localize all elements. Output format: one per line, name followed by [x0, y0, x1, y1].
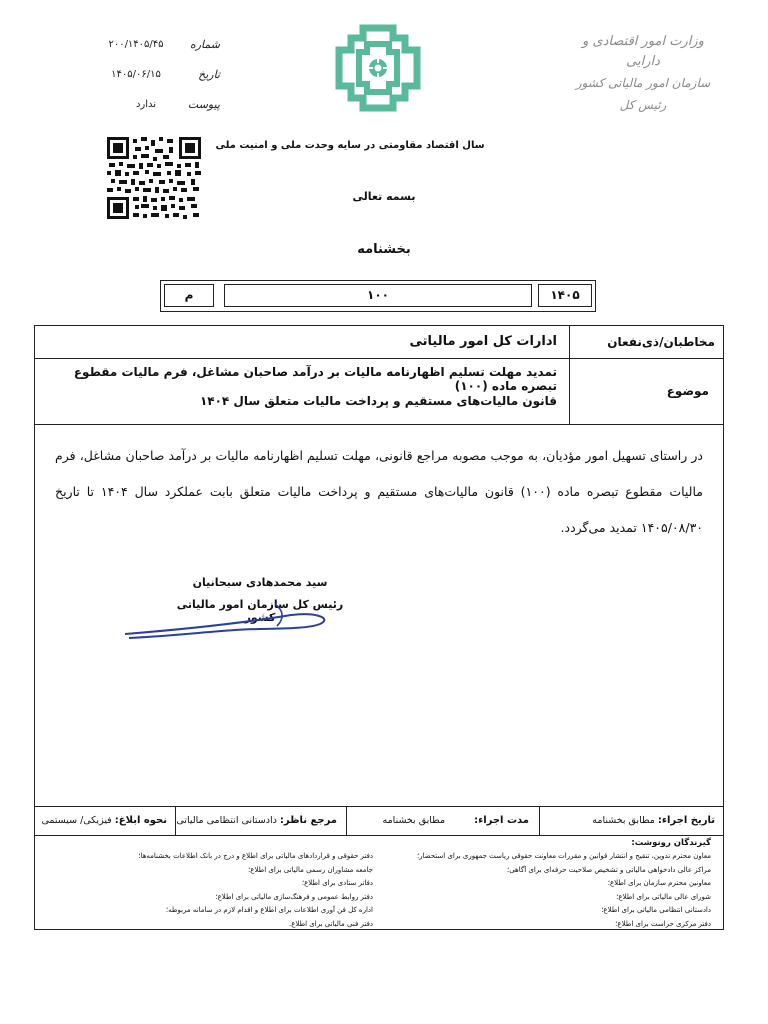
execution-period: [383, 808, 530, 834]
subject-label: موضوع: [666, 384, 709, 398]
footer-bottom-divider: [35, 835, 723, 836]
recipient-item: دفتر حقوقی و قراردادهای مالیاتی برای اطلاع و درج در بانک اطلاعات بخشنامه‌ها؛: [138, 852, 373, 860]
letter-attachment-label: پیوست: [187, 98, 220, 111]
letter-date-label: تاریخ: [198, 68, 220, 81]
letter-date: [100, 68, 220, 86]
row-divider: [35, 358, 723, 359]
supervisor-value: دادستانی انتظامی مالیاتی: [176, 815, 277, 826]
recipients-left-list: [73, 850, 373, 931]
addressees-value: ادارات کل امور مالیاتی: [409, 334, 557, 349]
recipient-item: دفاتر ستادی برای اطلاع؛: [301, 879, 373, 887]
notification-method: [41, 808, 167, 834]
supervisor-label: مرجع ناظر:: [279, 815, 337, 826]
ministry-header: [568, 32, 718, 116]
recipient-item: شورای عالی مالیاتی برای اطلاع؛: [616, 892, 711, 901]
recipient-item: دادستانی انتظامی مالیاتی برای اطلاع؛: [601, 906, 711, 914]
notification-label: نحوه ابلاغ:: [114, 815, 167, 826]
footer-divider: [539, 806, 540, 835]
bismillah: بسمه تعالی: [352, 190, 416, 203]
recipient-item: دفتر روابط عمومی و فرهنگ‌سازی مالیاتی برای اطلاع؛: [215, 892, 373, 901]
execution-date-value: مطابق بخشنامه: [592, 815, 655, 826]
circular-suffix: م: [164, 284, 214, 307]
execution-date: [592, 808, 715, 834]
recipient-item: دفتر مرکزی حراست برای اطلاع؛: [615, 919, 711, 928]
ministry-name: وزارت امور اقتصادی و دارایی: [582, 34, 704, 69]
qr-code: [107, 137, 201, 219]
execution-period-value: مطابق بخشنامه: [382, 815, 446, 826]
label-column-divider: [569, 326, 570, 425]
notification-value: فیزیکی/ سیستمی: [41, 815, 112, 826]
recipient-item: مراکز عالی دادخواهی مالیاتی و تشخیص صلاحیت حرفه‌ای برای آگاهی؛: [506, 865, 711, 874]
circular-table: [34, 325, 724, 930]
footer-top-divider: [35, 806, 723, 807]
recipient-item: معاونین محترم سازمان برای اطلاع؛: [607, 879, 711, 887]
head-title: رئیس کل: [619, 98, 667, 112]
year-slogan: سال اقتصاد مقاومتی در سایه وحدت ملی و امنیت ملی: [215, 140, 485, 151]
letter-date-value: ۱۴۰۵/۰۶/۱۵: [111, 69, 161, 80]
subject-line-2: قانون مالیات‌های مستقیم و پرداخت مالیات متعلق سال ۱۴۰۴: [199, 394, 557, 408]
signature-icon: [115, 594, 355, 644]
letter-number-value: ۲۰۰/۱۴۰۵/۴۵: [108, 39, 164, 50]
organization-name: سازمان امور مالیاتی کشور: [575, 76, 711, 90]
subject-line-1: تمدید مهلت تسلیم اظهارنامه مالیات بر درآمد صاحبان مشاغل، فرم مالیات مقطوع تبصره ماده (۱۰۰): [73, 365, 557, 393]
recipient-item: معاون محترم تدوین، تنقیح و انتشار قوانین و مقررات معاونت حقوقی ریاست جمهوری برای استحضار؛: [416, 852, 711, 860]
execution-period-label: مدت اجراء:: [474, 815, 529, 826]
circular-year: ۱۴۰۵: [538, 284, 592, 307]
footer-divider: [346, 806, 347, 835]
letter-number: [100, 38, 220, 56]
letter-attachment-value: ندارد: [135, 99, 157, 110]
circular-number: ۱۰۰: [224, 284, 532, 307]
supervising-authority: [176, 808, 337, 834]
recipient-item: جامعه مشاوران رسمی مالیاتی برای اطلاع؛: [248, 865, 373, 874]
row-divider: [35, 424, 723, 425]
signer-title: رئیس کل سازمان امور مالیاتی کشور: [176, 598, 344, 624]
signer-name: سید محمدهادی سبحانیان: [192, 576, 328, 589]
recipient-item: دفتر فنی مالیاتی برای اطلاع.: [288, 919, 373, 928]
execution-date-label: تاریخ اجراء:: [657, 815, 715, 826]
recipients-right-list: [411, 850, 711, 931]
recipients-title: گیرندگان رونوشت:: [631, 838, 711, 848]
circular-number-bar: [160, 280, 596, 312]
document-type-title: بخشنامه: [357, 242, 411, 257]
letter-number-label: شماره: [189, 38, 220, 51]
letter-attachment: [100, 98, 220, 116]
circular-body: در راستای تسهیل امور مؤدیان، به موجب مصوبه مراجع قانونی، مهلت تسلیم اظهارنامه مالیات بر درآمد صاحبان مشاغل، فرم مالیات مقطوع تبصره ماده (۱۰۰) قانون مالیات‌های مستقیم و پرداخت مالیات متعلق بابت عملکرد سال ۱۴۰۴ تا تاریخ ۱۴۰۵/۰۸/۳۰ تمدید می‌گردد.: [55, 448, 703, 535]
recipient-item: اداره کل فن آوری اطلاعات برای اطلاع و اقدام لازم در سامانه مربوطه؛: [165, 906, 373, 914]
addressees-label: مخاطبان/ذی‌نفعان: [607, 335, 715, 349]
tax-organization-logo-icon: [333, 22, 423, 114]
